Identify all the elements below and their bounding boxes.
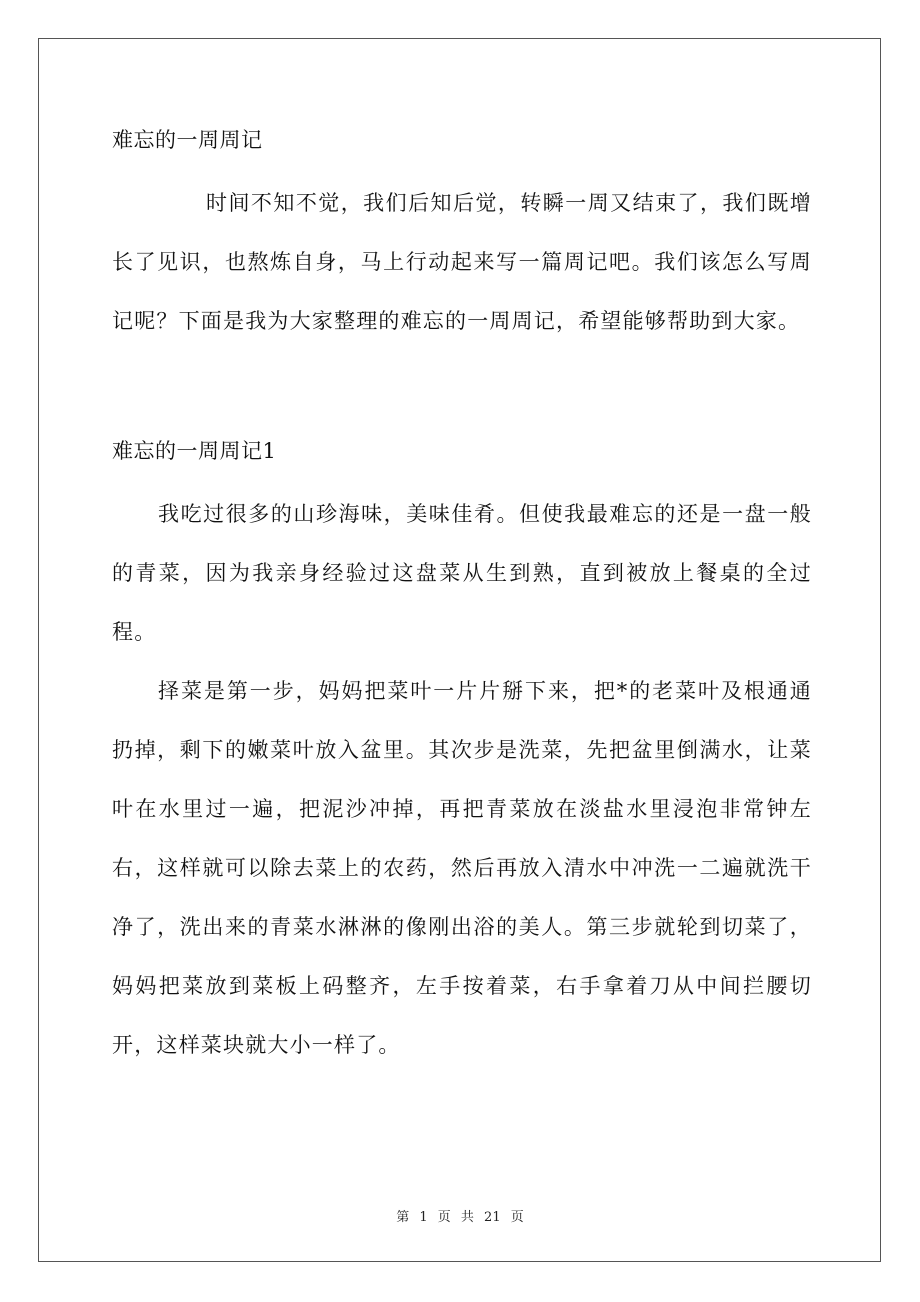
document-title: 难忘的一周周记 (112, 128, 263, 152)
section-title: 难忘的一周周记1 (112, 439, 277, 463)
document-content (112, 118, 812, 1075)
intro-paragraph: 时间不知不觉，我们后知后觉，转瞬一周又结束了，我们既增长了见识，也熬炼自身，马上行动起来写一篇周记吧。我们该怎么写周记呢？下面是我为大家整理的难忘的一周周记，希望能够帮助到大家。 (112, 191, 812, 333)
section-paragraph-1: 我吃过很多的山珍海味，美味佳肴。但使我最难忘的还是一盘一般的青菜，因为我亲身经验过这盘菜从生到熟，直到被放上餐桌的全过程。 (112, 502, 812, 644)
section-paragraph-2: 择菜是第一步，妈妈把菜叶一片片掰下来，把*的老菜叶及根通通扔掉，剩下的嫩菜叶放入盆里。其次步是洗菜，先把盆里倒满水，让菜叶在水里过一遍，把泥沙冲掉，再把青菜放在淡盐水里浸泡非常钟左右，这样就可以除去菜上的农药，然后再放入清水中冲洗一二遍就洗干净了，洗出来的青菜水淋淋的像刚出浴的美人。第三步就轮到切菜了，妈妈把菜放到菜板上码整齐，左手按着菜，右手拿着刀从中间拦腰切开，这样菜块就大小一样了。 (112, 679, 812, 1057)
page-footer: 第 1 页 共 21 页 (396, 1210, 524, 1225)
